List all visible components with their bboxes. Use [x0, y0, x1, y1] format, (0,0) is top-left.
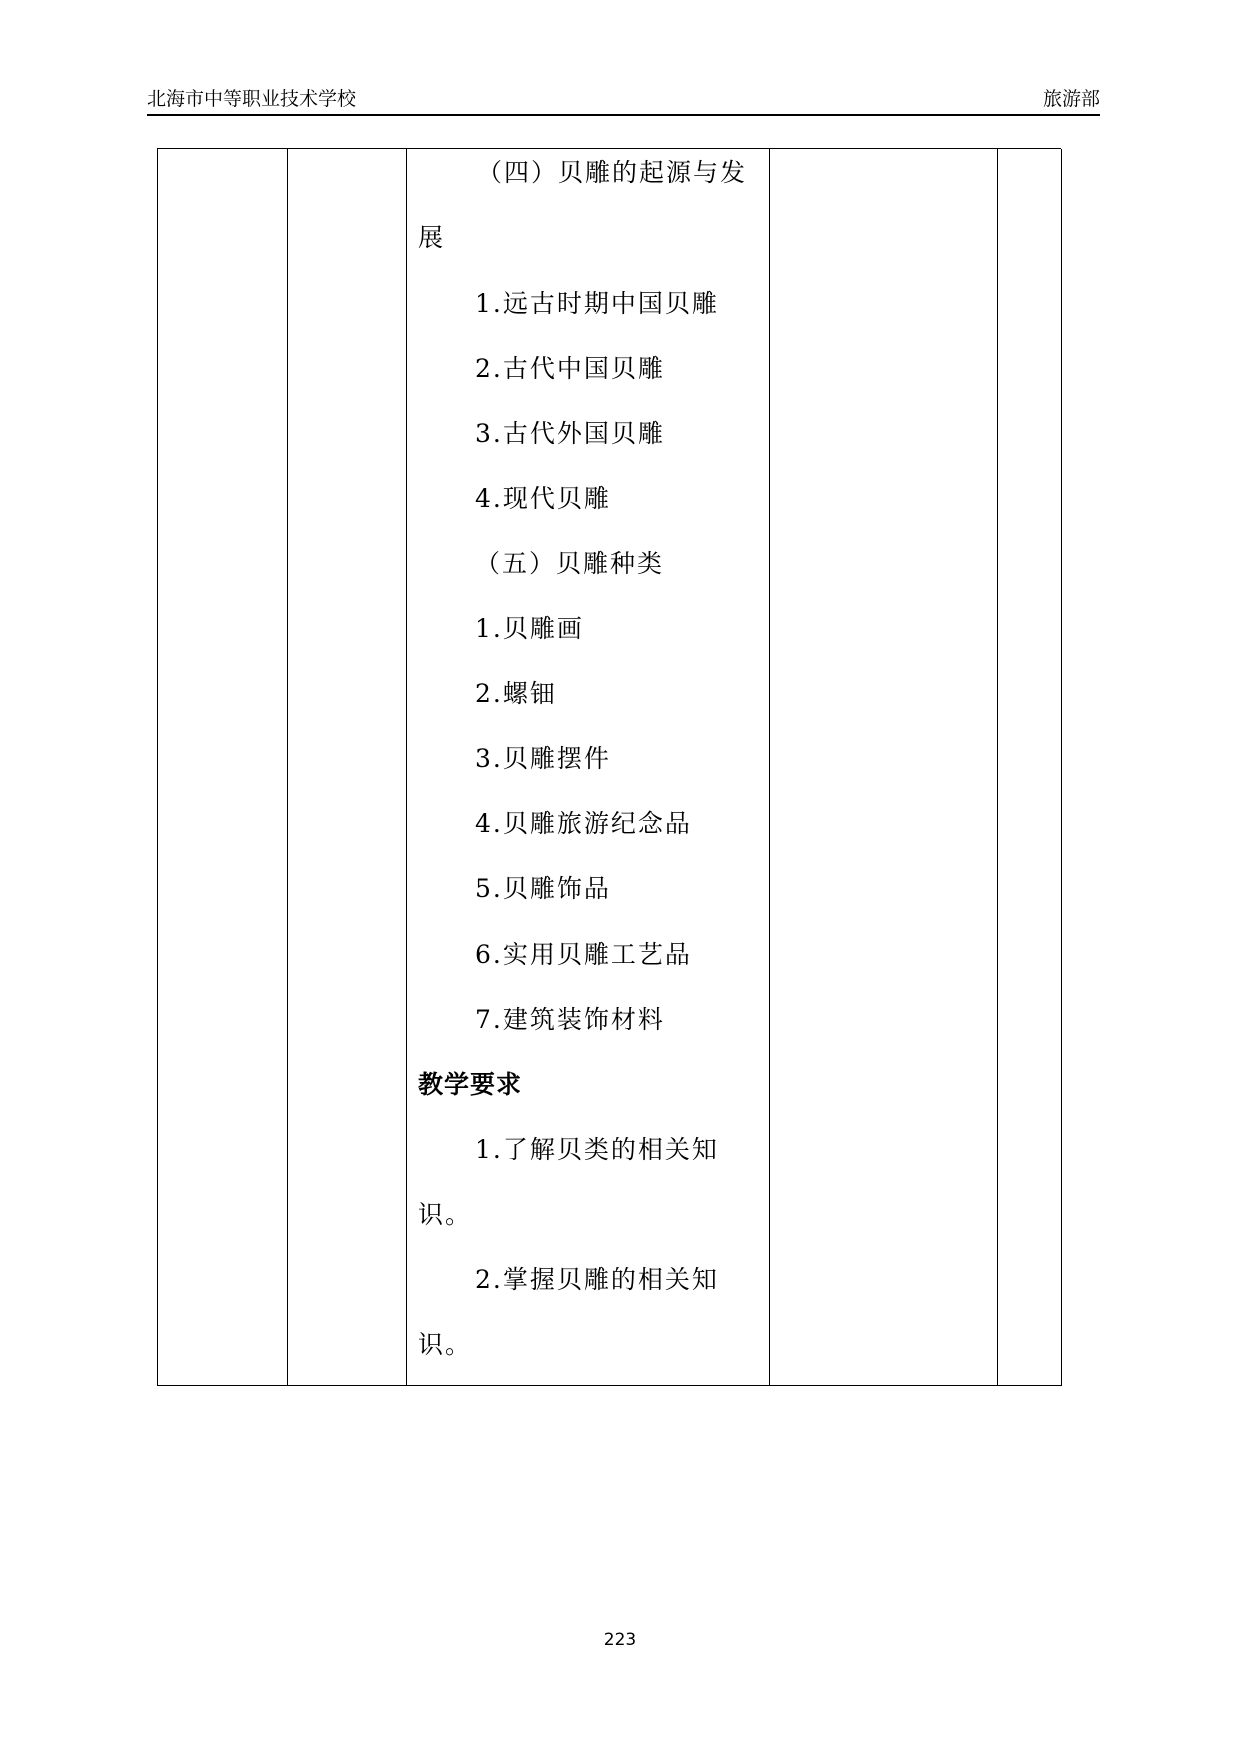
content-line-requirement-1: 1.了解贝类的相关知: [475, 1135, 719, 1164]
curriculum-table: [157, 148, 1061, 1386]
department-name: 旅游部: [1042, 88, 1100, 110]
content-line-5-4: 4.贝雕旅游纪念品: [475, 809, 692, 838]
content-line-teaching-requirements-heading: 教学要求: [418, 1070, 523, 1099]
content-line-section-4-heading-cont: 展: [418, 223, 446, 252]
table-column-5: [998, 149, 1062, 1386]
table-column-2: [288, 149, 407, 1386]
content-line-section-5-heading: （五）贝雕种类: [475, 549, 665, 578]
content-line-4-3: 3.古代外国贝雕: [475, 419, 665, 448]
content-line-5-5: 5.贝雕饰品: [475, 874, 611, 903]
table-column-content: [407, 149, 770, 1386]
table-column-1: [158, 149, 288, 1386]
content-line-5-7: 7.建筑装饰材料: [475, 1005, 665, 1034]
content-line-4-1: 1.远古时期中国贝雕: [475, 289, 719, 318]
content-line-requirement-2-cont: 识。: [418, 1330, 473, 1359]
content-line-section-4-heading: （四）贝雕的起源与发: [477, 158, 748, 187]
content-line-requirement-1-cont: 识。: [418, 1200, 473, 1229]
content-line-5-2: 2.螺钿: [475, 679, 557, 708]
content-line-4-2: 2.古代中国贝雕: [475, 354, 665, 383]
page-number: 223: [603, 1630, 637, 1650]
table-column-4: [770, 149, 998, 1386]
school-name: 北海市中等职业技术学校: [147, 88, 357, 110]
page-header: [147, 82, 1100, 116]
content-line-5-3: 3.贝雕摆件: [475, 744, 611, 773]
content-line-requirement-2: 2.掌握贝雕的相关知: [475, 1265, 719, 1294]
content-line-4-4: 4.现代贝雕: [475, 484, 611, 513]
content-line-5-6: 6.实用贝雕工艺品: [475, 940, 692, 969]
content-line-5-1: 1.贝雕画: [475, 614, 584, 643]
